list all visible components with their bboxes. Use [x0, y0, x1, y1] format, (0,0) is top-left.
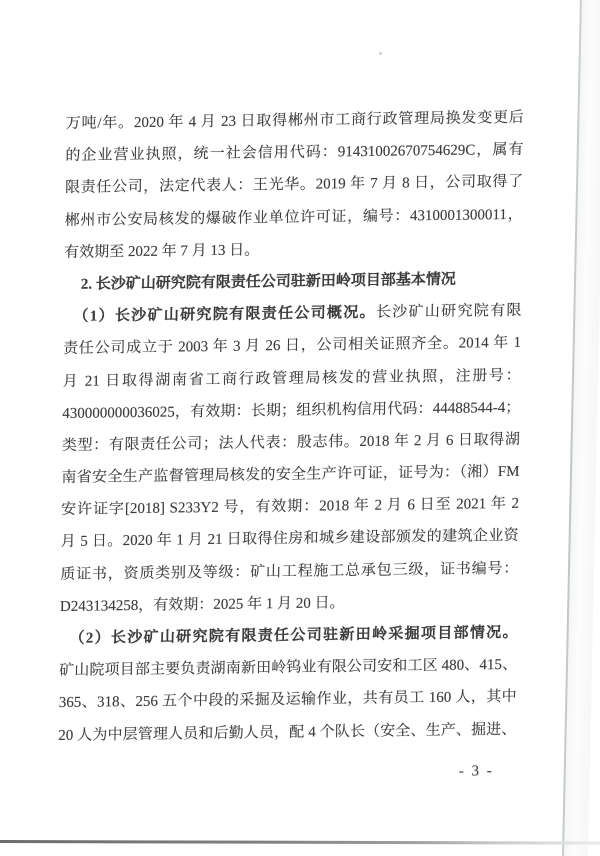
text-run: 有效期至 2022 年 7 月 13 日。 [64, 242, 260, 261]
document-text-block [58, 102, 524, 793]
text-run: D243134258，有效期：2025 年 1 月 20 日。 [59, 594, 345, 615]
scanner-background [562, 0, 600, 856]
text-run: 安许证字[2018] S233Y2 号，有效期：2018 年 2 月 6 日至 2021 年 2 [60, 496, 520, 519]
text-run: 类型：有限责任公司；法人代表：殷志伟。2018 年 2 月 6 日取得湖 [61, 431, 520, 454]
text-run: 365、318、256 五个中段的采掘及运输作业，共有员工 160 人，其中 [58, 689, 517, 712]
text-line [58, 713, 516, 751]
document-lines [58, 102, 524, 752]
text-line [64, 198, 522, 236]
text-run: 20 人为中层管理人员和后勤人员，配 4 个队长（安全、生产、掘进、 [58, 721, 517, 744]
text-run: 长沙矿山研究院有限 [375, 302, 522, 321]
scan-speck [379, 52, 382, 55]
text-run: 矿山院项目部主要负责湖南新田岭钨业有限公司安和工区 480、415、 [59, 657, 518, 680]
text-run: 质证书，资质类别及等级：矿山工程施工总承包三级，证书编号： [60, 560, 519, 583]
text-line [60, 552, 518, 590]
page-number: - 3 - [458, 762, 494, 780]
text-run: 月 21 日取得湖南省工商行政管理局核发的营业执照，注册号： [62, 367, 521, 390]
text-run: 430000000036025，有效期：长期；组织机构信用代码：44488544-4； [62, 399, 521, 422]
bold-text-run: （2）长沙矿山研究院有限责任公司驻新田岭采掘项目部情况。 [69, 624, 518, 647]
bold-text-run: （1）长沙矿山研究院有限责任公司概况。 [73, 304, 377, 325]
bold-text-run: 2. 长沙矿山研究院有限责任公司驻新田岭项目部基本情况 [80, 271, 456, 293]
text-run: 的企业营业执照，统一社会信用代码：91431002670754629C，属有 [65, 142, 524, 165]
text-run: 限责任公司，法定代表人：王光华。2019 年 7 月 8 日，公司取得了 [64, 174, 524, 197]
text-run: 责任公司成立于 2003 年 3 月 26 日，公司相关证照齐全。2014 年 1 [62, 335, 522, 358]
text-run: 月 5 日。2020 年 1 月 21 日取得住房和城乡建设部颁发的建筑企业资 [60, 528, 519, 551]
text-run: 万吨/年。2020 年 4 月 23 日取得郴州市工商行政管理局换发变更后 [65, 109, 524, 132]
text-run: 南省安全生产监督管理局核发的安全生产许可证，证号为：（湘）FM [61, 463, 520, 487]
paper-bottom-edge [0, 840, 600, 844]
text-run: 郴州市公安局核发的爆破作业单位许可证，编号：4310001300011， [64, 206, 523, 229]
